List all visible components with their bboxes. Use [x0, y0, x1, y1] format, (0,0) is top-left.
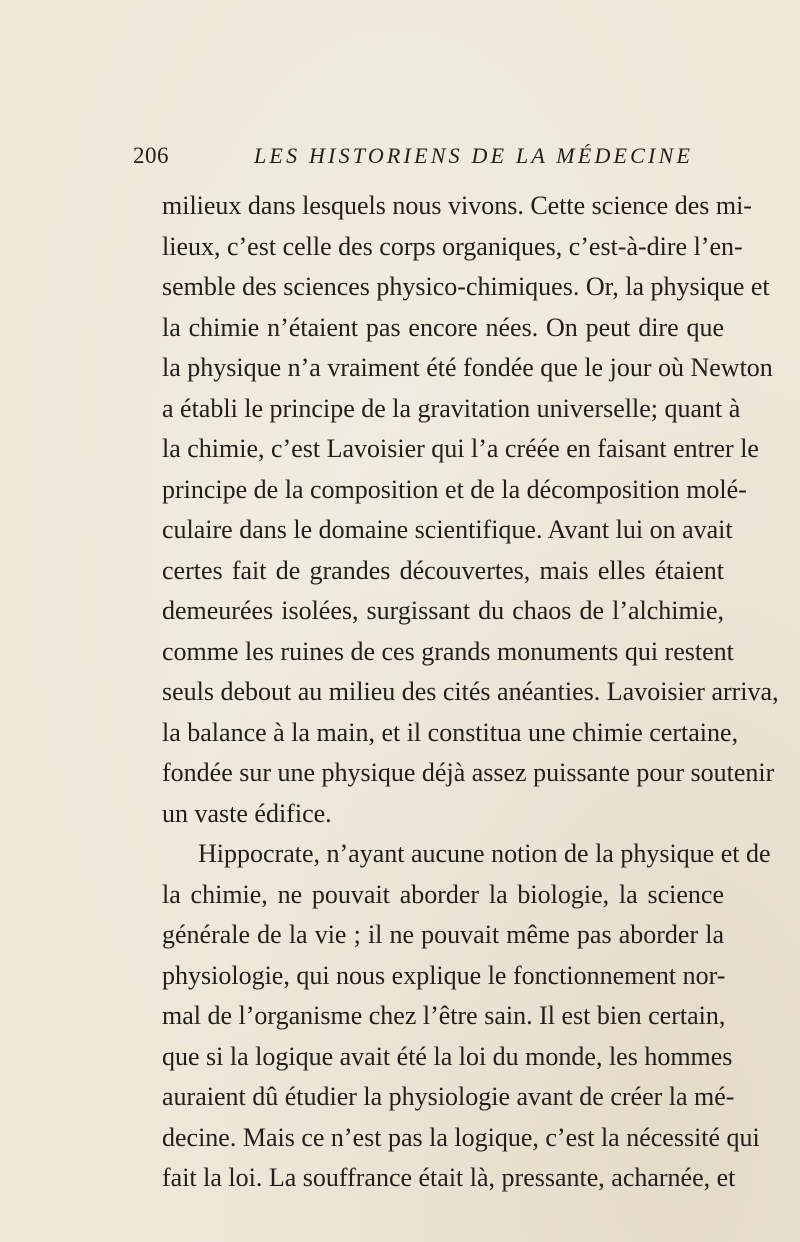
text-line: lieux, c’est celle des corps organiques, c’est-à-dire l’en-	[162, 231, 743, 261]
text-line: que si la logique avait été la loi du monde, les hommes	[162, 1041, 733, 1071]
running-head-title: LES HISTORIENS DE LA MÉDECINE	[254, 143, 694, 168]
text-line: a établi le principe de la gravitation universelle; quant à	[162, 393, 741, 423]
paragraph-1	[162, 186, 779, 834]
text-line: seuls debout au milieu des cités anéanties. Lavoisier arriva,	[162, 677, 779, 706]
text-line: mal de l’organisme chez l’être sain. Il est bien certain,	[162, 1001, 726, 1030]
text-line: demeurées isolées, surgissant du chaos de l’alchimie,	[162, 596, 724, 625]
text-line: la balance à la main, et il constitua une chimie certaine,	[162, 717, 739, 747]
text-line: la chimie, ne pouvait aborder la biologie, la science	[162, 879, 724, 909]
text-line: auraient dû étudier la physiologie avant de créer la mé-	[162, 1082, 735, 1111]
body-text	[162, 186, 779, 1199]
text-line: la chimie, c’est Lavoisier qui l’a créée en faisant entrer le	[162, 434, 759, 463]
text-line: certes fait de grandes découvertes, mais elles étaient	[162, 555, 724, 585]
paragraph-2	[162, 834, 771, 1199]
text-line: la chimie n’étaient pas encore nées. On peut dire que	[162, 312, 724, 342]
text-line: fondée sur une physique déjà assez puissante pour soutenir	[162, 758, 775, 787]
page-number: 206	[133, 143, 169, 168]
text-line: comme les ruines de ces grands monuments qui restent	[162, 636, 734, 666]
text-line: fait la loi. La souffrance était là, pressante, acharnée, et	[162, 1163, 736, 1192]
text-line: semble des sciences physico-chimiques. Or, la physique et	[162, 272, 770, 301]
text-line: Hippocrate, n’ayant aucune notion de la physique et de	[198, 839, 771, 868]
text-line: physiologie, qui nous explique le fonctionnement nor-	[162, 960, 726, 990]
text-line: générale de la vie ; il ne pouvait même pas aborder la	[162, 920, 724, 949]
text-line: decine. Mais ce n’est pas la logique, c’est la nécessité qui	[162, 1122, 760, 1152]
text-line: culaire dans le domaine scientifique. Avant lui on avait	[162, 515, 733, 544]
running-head	[133, 143, 693, 173]
text-line: la physique n’a vraiment été fondée que le jour où Newton	[162, 353, 773, 382]
text-line: principe de la composition et de la décomposition molé-	[162, 474, 747, 504]
text-line: un vaste édifice.	[162, 798, 332, 828]
text-line: milieux dans lesquels nous vivons. Cette science des mi-	[162, 191, 752, 220]
